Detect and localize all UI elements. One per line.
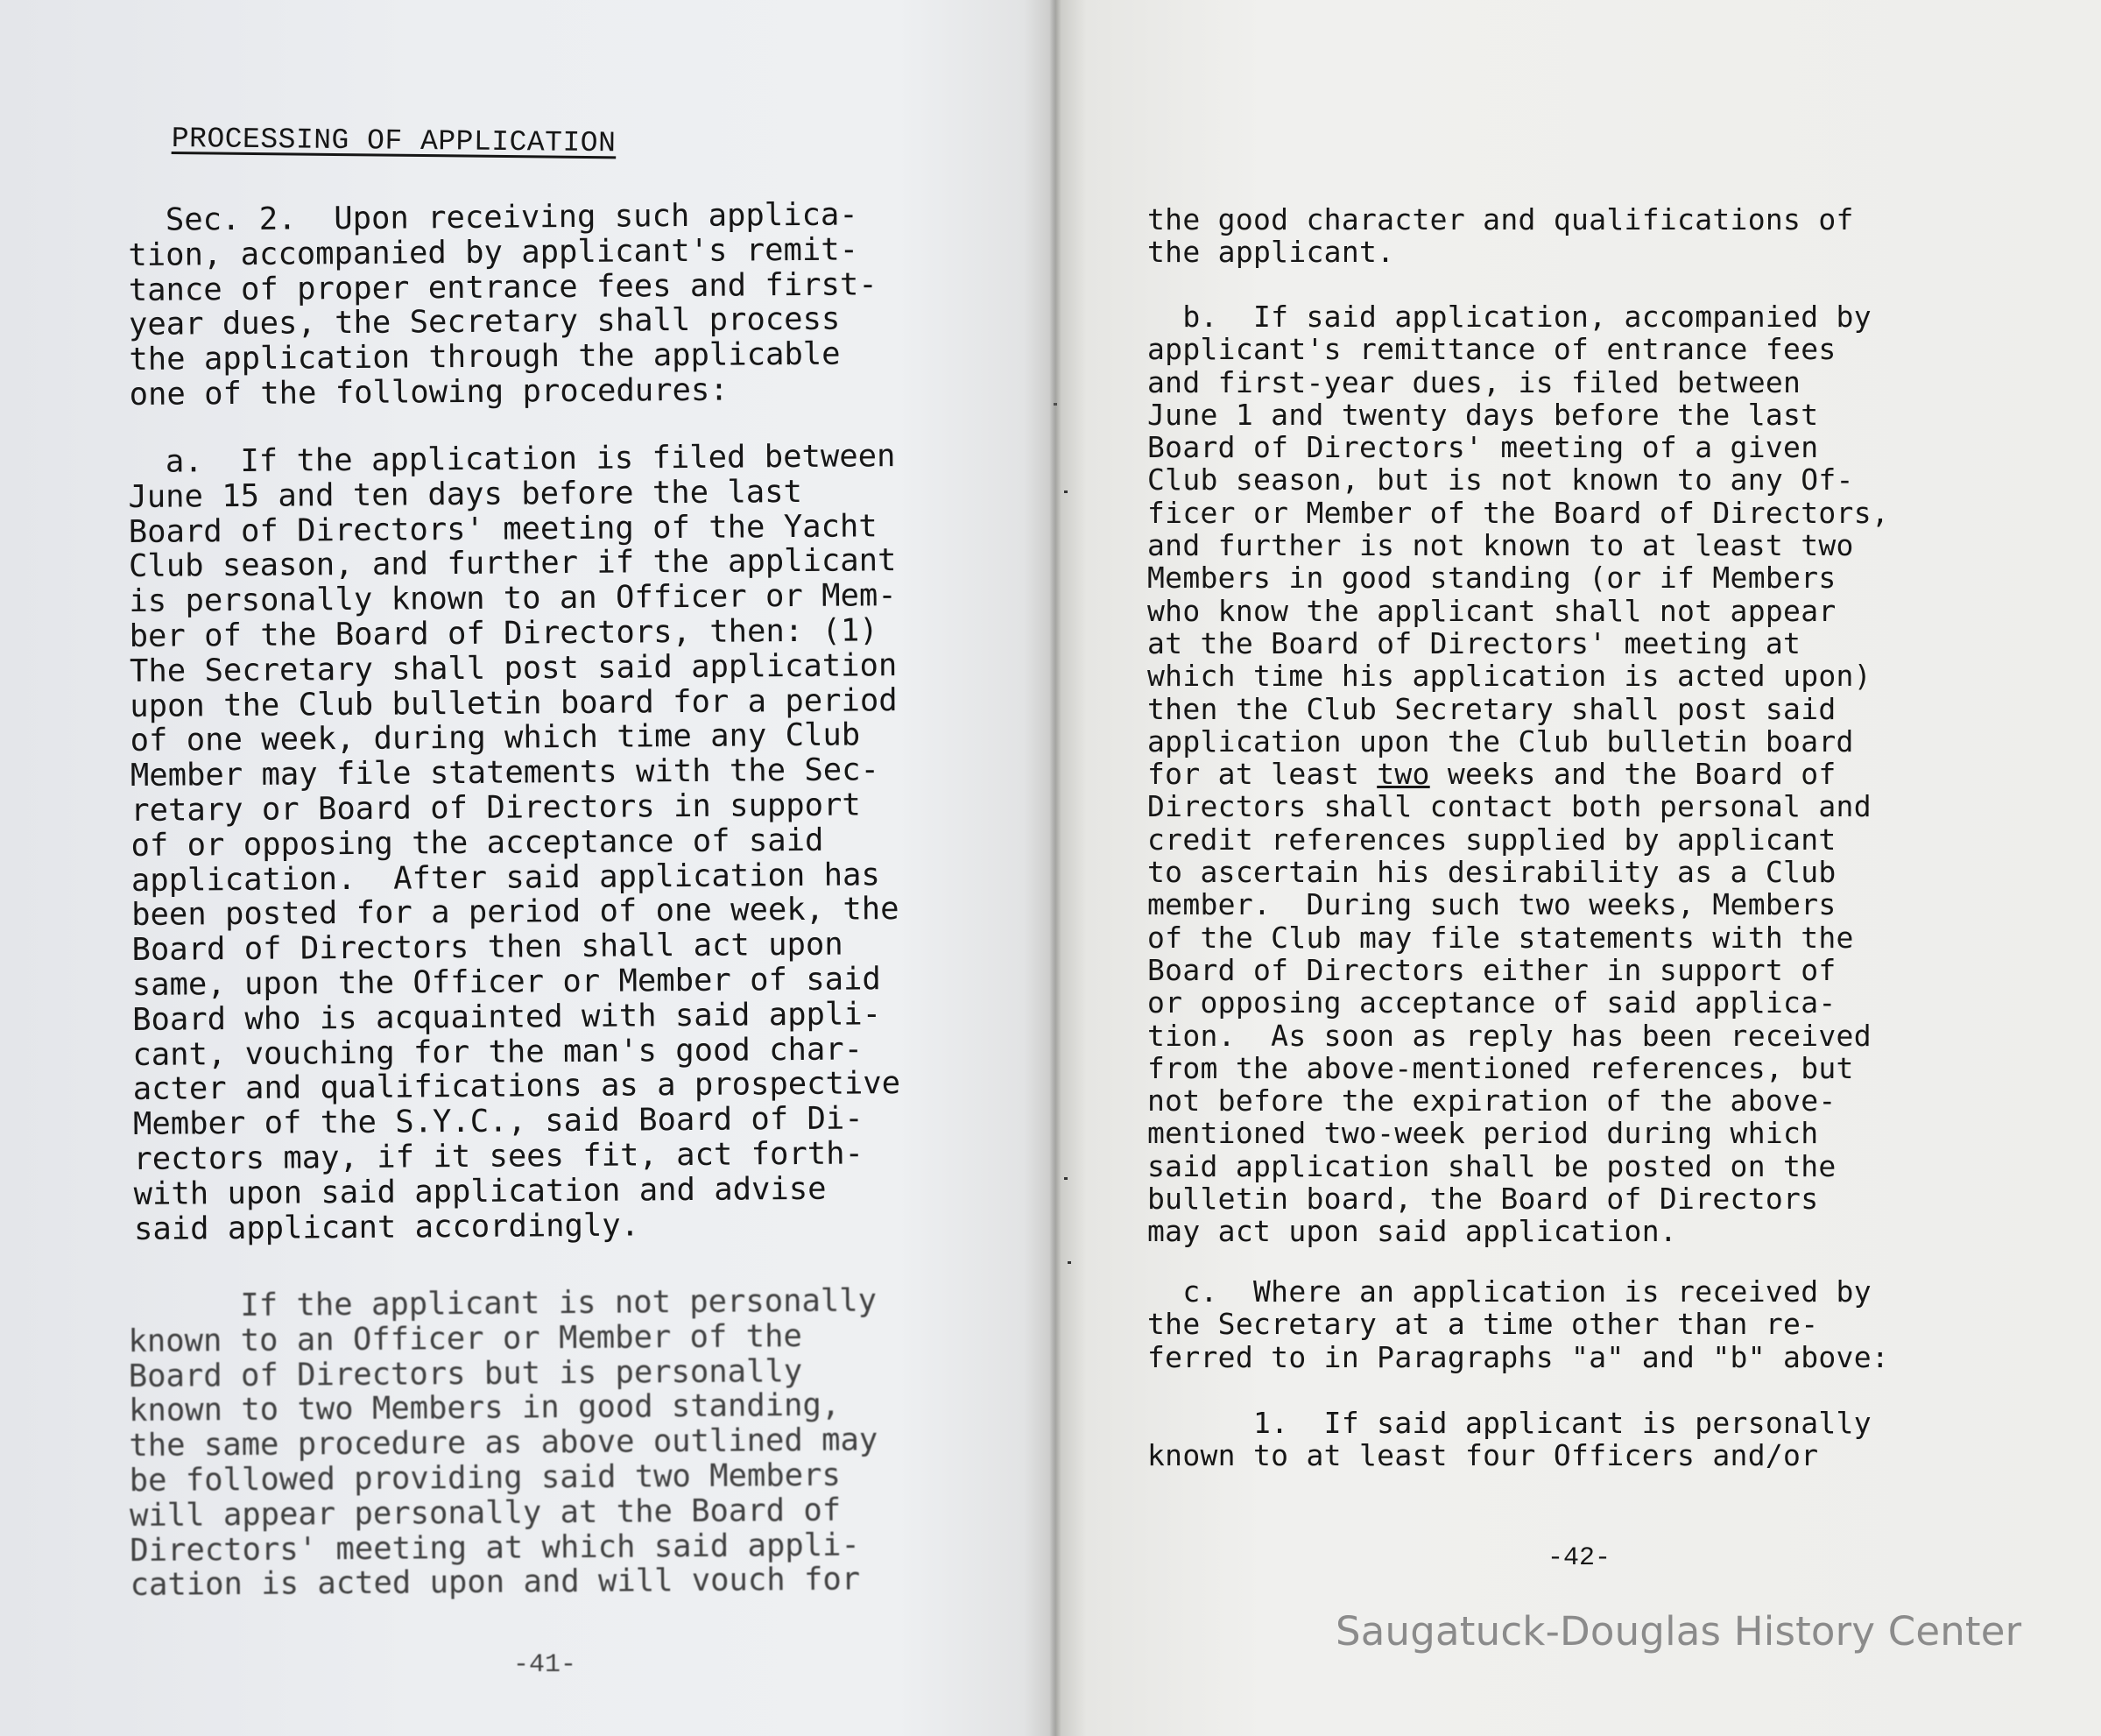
text-line: year dues, the Secretary shall process bbox=[128, 301, 841, 343]
text-line: known to two Members in good standing, bbox=[128, 1387, 841, 1429]
text-line: the good character and qualifications of bbox=[1147, 202, 1854, 236]
text-line-underlined bbox=[1147, 757, 1837, 791]
item-1 bbox=[1147, 1407, 1872, 1472]
text-line: of one week, during which time any Club bbox=[130, 716, 861, 759]
text-line: applicant's remittance of entrance fees bbox=[1147, 332, 1837, 367]
text-line: not before the expiration of the above- bbox=[1147, 1083, 1837, 1119]
text-line: acter and qualifications as a prospective bbox=[132, 1065, 901, 1108]
text-line: Board who is acquainted with said appli- bbox=[131, 996, 882, 1038]
text-fragment: weeks and the Board of bbox=[1429, 757, 1837, 792]
text-line: the applicant. bbox=[1147, 235, 1395, 270]
text-line: member. During such two weeks, Members bbox=[1147, 887, 1837, 922]
continuation-text bbox=[1147, 203, 1854, 269]
text-line: be followed providing said two Members bbox=[129, 1457, 842, 1499]
paragraph-a-continued bbox=[128, 1283, 879, 1603]
paragraph-b bbox=[1147, 300, 1889, 1248]
text-line: said application shall be posted on the bbox=[1147, 1148, 1837, 1183]
text-line: June 1 and twenty days before the last bbox=[1147, 397, 1819, 432]
text-line: which time his application is acted upon) bbox=[1147, 659, 1872, 694]
text-line: Board of Directors but is personally bbox=[128, 1352, 803, 1394]
page-number-right: -42- bbox=[1548, 1543, 1611, 1573]
text-line: from the above-mentioned references, but bbox=[1147, 1050, 1854, 1085]
text-line: upon the Club bulletin board for a period bbox=[130, 681, 898, 724]
text-line: application upon the Club bulletin board bbox=[1147, 723, 1854, 759]
archive-watermark: Saugatuck-Douglas History Center bbox=[1336, 1608, 2022, 1655]
text-line: of or opposing the acceptance of said bbox=[130, 822, 824, 864]
paragraph-a bbox=[128, 439, 901, 1246]
sec2-paragraph bbox=[128, 197, 878, 412]
section-heading: PROCESSING OF APPLICATION bbox=[171, 123, 617, 160]
text-line: rectors may, if it sees fit, act forth- bbox=[133, 1135, 864, 1177]
text-line: 1. If said applicant is personally bbox=[1147, 1406, 1872, 1440]
text-line: Club season, and further if the applicant bbox=[128, 542, 897, 585]
text-line: The Secretary shall post said application bbox=[129, 646, 898, 689]
text-line: of the Club may file statements with the bbox=[1147, 920, 1854, 955]
text-line: tion, accompanied by applicant's remit- bbox=[128, 231, 859, 273]
text-line: at the Board of Directors' meeting at bbox=[1147, 625, 1801, 660]
text-line: If the applicant is not personally bbox=[127, 1282, 878, 1324]
text-line: Board of Directors' meeting of a given bbox=[1147, 430, 1819, 465]
text-line: Sec. 2. Upon receiving such applica- bbox=[127, 196, 858, 238]
text-line: ferred to in Paragraphs "a" and "b" above: bbox=[1147, 1339, 1890, 1374]
text-line: will appear personally at the Board of bbox=[129, 1492, 842, 1534]
text-line: tance of proper entrance fees and first- bbox=[128, 265, 878, 308]
text-line: b. If said application, accompanied by bbox=[1147, 300, 1872, 334]
underlined-word-two: two bbox=[1377, 757, 1430, 792]
text-line: to ascertain his desirability as a Club bbox=[1147, 855, 1837, 890]
text-line: ficer or Member of the Board of Directors, bbox=[1147, 495, 1890, 530]
book-gutter bbox=[1049, 0, 1061, 1736]
text-line: Board of Directors either in support of bbox=[1147, 952, 1837, 987]
text-line: credit references supplied by applicant bbox=[1147, 822, 1837, 857]
text-line: cant, vouching for the man's good char- bbox=[132, 1030, 864, 1073]
text-line: ber of the Board of Directors, then: (1) bbox=[129, 612, 878, 654]
text-line: Directors' meeting at which said appli- bbox=[130, 1527, 861, 1569]
text-line: c. Where an application is received by bbox=[1147, 1274, 1872, 1309]
text-line: Member of the S.Y.C., said Board of Di- bbox=[132, 1100, 864, 1143]
text-line: Club season, but is not known to any Of- bbox=[1147, 462, 1854, 498]
margin-mark bbox=[1064, 1177, 1068, 1180]
text-line: a. If the application is filed between bbox=[127, 438, 896, 480]
text-line: known to at least four Officers and/or bbox=[1147, 1438, 1819, 1473]
text-line: Members in good standing (or if Members bbox=[1147, 561, 1837, 596]
text-line: and further is not known to at least two bbox=[1147, 528, 1854, 563]
text-line: is personally known to an Officer or Mem- bbox=[129, 577, 897, 620]
text-line: the same procedure as above outlined may bbox=[129, 1422, 878, 1464]
text-line: with upon said application and advise bbox=[133, 1170, 827, 1212]
text-line: Member may file statements with the Sec- bbox=[130, 752, 880, 794]
margin-mark bbox=[1064, 490, 1068, 493]
text-line: known to an Officer or Member of the bbox=[128, 1317, 803, 1359]
text-line: may act upon said application. bbox=[1147, 1214, 1678, 1249]
text-line: same, upon the Officer or Member of said bbox=[131, 961, 881, 1003]
page-number-left: -41- bbox=[513, 1650, 577, 1680]
text-line: mentioned two-week period during which bbox=[1147, 1116, 1819, 1151]
text-line: bulletin board, the Board of Directors bbox=[1147, 1182, 1819, 1217]
text-line: and first-year dues, is filed between bbox=[1147, 364, 1801, 399]
text-line: the Secretary at a time other than re- bbox=[1147, 1307, 1819, 1342]
text-line: said applicant accordingly. bbox=[133, 1206, 640, 1247]
margin-mark bbox=[1068, 1261, 1071, 1264]
text-line: or opposing acceptance of said applica- bbox=[1147, 985, 1837, 1020]
text-line: June 15 and ten days before the last bbox=[128, 473, 803, 515]
text-line: Board of Directors then shall act upon bbox=[131, 926, 843, 969]
text-fragment: for at least bbox=[1147, 757, 1378, 792]
text-line: been posted for a period of one week, the bbox=[131, 891, 899, 934]
text-line: Directors shall contact both personal and bbox=[1147, 789, 1872, 824]
right-page bbox=[1055, 0, 2101, 1736]
text-line: one of the following procedures: bbox=[129, 371, 729, 413]
text-line: tion. As soon as reply has been received bbox=[1147, 1018, 1872, 1053]
paragraph-c bbox=[1147, 1275, 1889, 1373]
text-line: cation is acted upon and will vouch for bbox=[130, 1561, 861, 1604]
text-line: then the Club Secretary shall post said bbox=[1147, 691, 1837, 726]
text-line: Board of Directors' meeting of the Yacht bbox=[128, 507, 878, 550]
text-line: application. After said application has bbox=[130, 856, 880, 899]
text-line: the application through the applicable bbox=[129, 335, 841, 378]
text-line: retary or Board of Directors in support bbox=[130, 787, 861, 829]
text-line: who know the applicant shall not appear bbox=[1147, 593, 1837, 628]
